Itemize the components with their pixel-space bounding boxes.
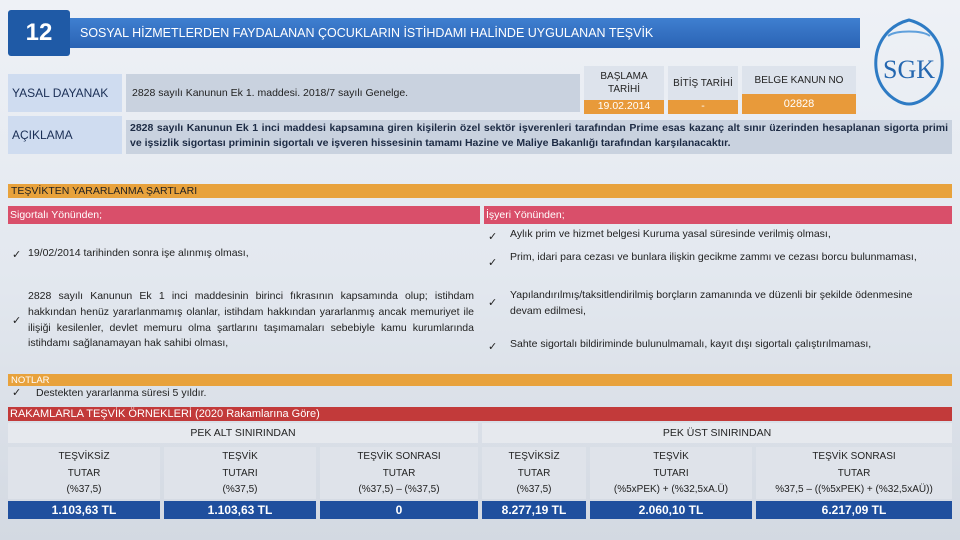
slide-number: 12: [8, 10, 70, 56]
check-icon: ✓: [488, 257, 498, 269]
column-line-3: (%37,5): [516, 484, 552, 495]
example-column-label: [482, 447, 586, 499]
column-line-1: TEŞVİKSİZ: [508, 451, 560, 462]
isyeri-item: Sahte sigortalı bildiriminde bulunulmamalı, kayıt dışı sigortalı çalıştırılmaması,: [510, 338, 872, 350]
example-value: 2.060,10 TL: [590, 501, 752, 519]
check-icon: ✓: [488, 341, 498, 353]
yasal-dayanak-text: 2828 sayılı Kanunun Ek 1. maddesi. 2018/7 sayılı Genelge.: [126, 74, 580, 112]
column-line-3: (%37,5): [222, 484, 258, 495]
check-icon: ✓: [12, 387, 22, 399]
example-column-label: [590, 447, 752, 499]
column-line-3: (%37,5) – (%37,5): [358, 484, 440, 495]
example-column-label: [320, 447, 478, 499]
column-line-2: TUTARI: [222, 467, 258, 479]
example-value: 0: [320, 501, 478, 519]
column-line-2: TUTAR: [517, 467, 551, 479]
sartlar-header: TEŞVİKTEN YARARLANMA ŞARTLARI: [8, 184, 952, 198]
column-line-2: TUTAR: [67, 467, 101, 479]
column-line-3: (%37,5): [66, 484, 102, 495]
column-line-3: (%5xPEK) + (%32,5xA.Ü): [613, 484, 729, 495]
column-line-1: TEŞVİK: [222, 451, 258, 462]
check-icon: ✓: [12, 315, 22, 327]
notlar-item: Destekten yararlanma süresi 5 yıldır.: [36, 387, 207, 399]
column-line-1: TEŞVİK: [653, 451, 689, 462]
aciklama-text: 2828 sayılı Kanunun Ek 1 inci maddesi kapsamına giren kişilerin özel sektör işverenleri tarafından Prime esas kazanç alt sınır üzerinden hesaplanan sigorta primi ve işsizlik sigortası priminin sigortalı ve işveren hissesinin tamamı Hazine ve Maliye Bakanlığı tarafından karşılanacaktır.: [126, 120, 952, 154]
page-title: SOSYAL HİZMETLERDEN FAYDALANAN ÇOCUKLARIN İSTİHDAMI HALİNDE UYGULANAN TEŞVİK: [70, 18, 860, 48]
example-column-label: [756, 447, 952, 499]
column-line-3: %37,5 – ((%5xPEK) + (%32,5xAÜ)): [775, 484, 933, 495]
pek-alt-title: PEK ALT SINIRINDAN: [8, 423, 478, 443]
bitis-tarihi-value: -: [668, 100, 738, 114]
column-line-1: TEŞVİK SONRASI: [812, 451, 896, 462]
isyeri-header: İşyeri Yönünden;: [484, 206, 952, 224]
example-value: 1.103,63 TL: [8, 501, 160, 519]
yasal-dayanak-label: YASAL DAYANAK: [8, 74, 122, 112]
column-line-2: TUTAR: [382, 467, 416, 479]
isyeri-item: Yapılandırılmış/taksitlendirilmiş borçların zamanında ve düzenli bir şekilde ödenmesine devam edilmesi,: [510, 289, 913, 317]
notlar-header: NOTLAR: [8, 374, 952, 386]
isyeri-item: Aylık prim ve hizmet belgesi Kuruma yasal süresinde verilmiş olması,: [510, 228, 831, 240]
logo-text: SGK: [882, 55, 936, 84]
column-line-2: TUTARI: [653, 467, 689, 479]
belge-kanun-no-label: BELGE KANUN NO: [742, 66, 856, 94]
sigortali-item: 19/02/2014 tarihinden sonra işe alınmış olması,: [28, 247, 249, 259]
sgk-logo-icon: [864, 14, 954, 110]
sigortali-item: 2828 sayılı Kanunun Ek 1 inci maddesinin birinci fıkrasının kapsamında olup; istihdam hakkından henüz yararlanmamış olanlar, istihdam hakkından yararlanmış ancak memuriyet ile ilişiği kesilenler, devlet memuru olma şartlarını taşımamaları sebebiyle kamu kurumlarında istihdamı sağlanamayan hak sahibi olması,: [28, 290, 474, 350]
check-icon: ✓: [488, 297, 498, 309]
sigortali-header: Sigortalı Yönünden;: [8, 206, 480, 224]
column-line-2: TUTAR: [837, 467, 871, 479]
bitis-tarihi-label: BİTİŞ TARİHİ: [668, 66, 738, 100]
column-line-1: TEŞVİKSİZ: [58, 451, 110, 462]
pek-ust-title: PEK ÜST SINIRINDAN: [482, 423, 952, 443]
example-column-label: [8, 447, 160, 499]
aciklama-label: AÇIKLAMA: [8, 116, 122, 154]
examples-header: RAKAMLARLA TEŞVİK ÖRNEKLERİ (2020 Rakamlarına Göre): [8, 407, 952, 421]
example-column-label: [164, 447, 316, 499]
sgk-logo-graphic: [866, 16, 952, 108]
baslama-tarihi-value: 19.02.2014: [584, 100, 664, 114]
example-value: 6.217,09 TL: [756, 501, 952, 519]
baslama-tarihi-label: BAŞLAMA TARİHİ: [584, 66, 664, 100]
example-value: 8.277,19 TL: [482, 501, 586, 519]
check-icon: ✓: [12, 249, 22, 261]
belge-kanun-no-value: 02828: [742, 94, 856, 114]
isyeri-item: Prim, idari para cezası ve bunlara ilişkin gecikme zammı ve cezası borcu bulunmaması,: [510, 251, 917, 263]
check-icon: ✓: [488, 231, 498, 243]
example-value: 1.103,63 TL: [164, 501, 316, 519]
column-line-1: TEŞVİK SONRASI: [357, 451, 441, 462]
